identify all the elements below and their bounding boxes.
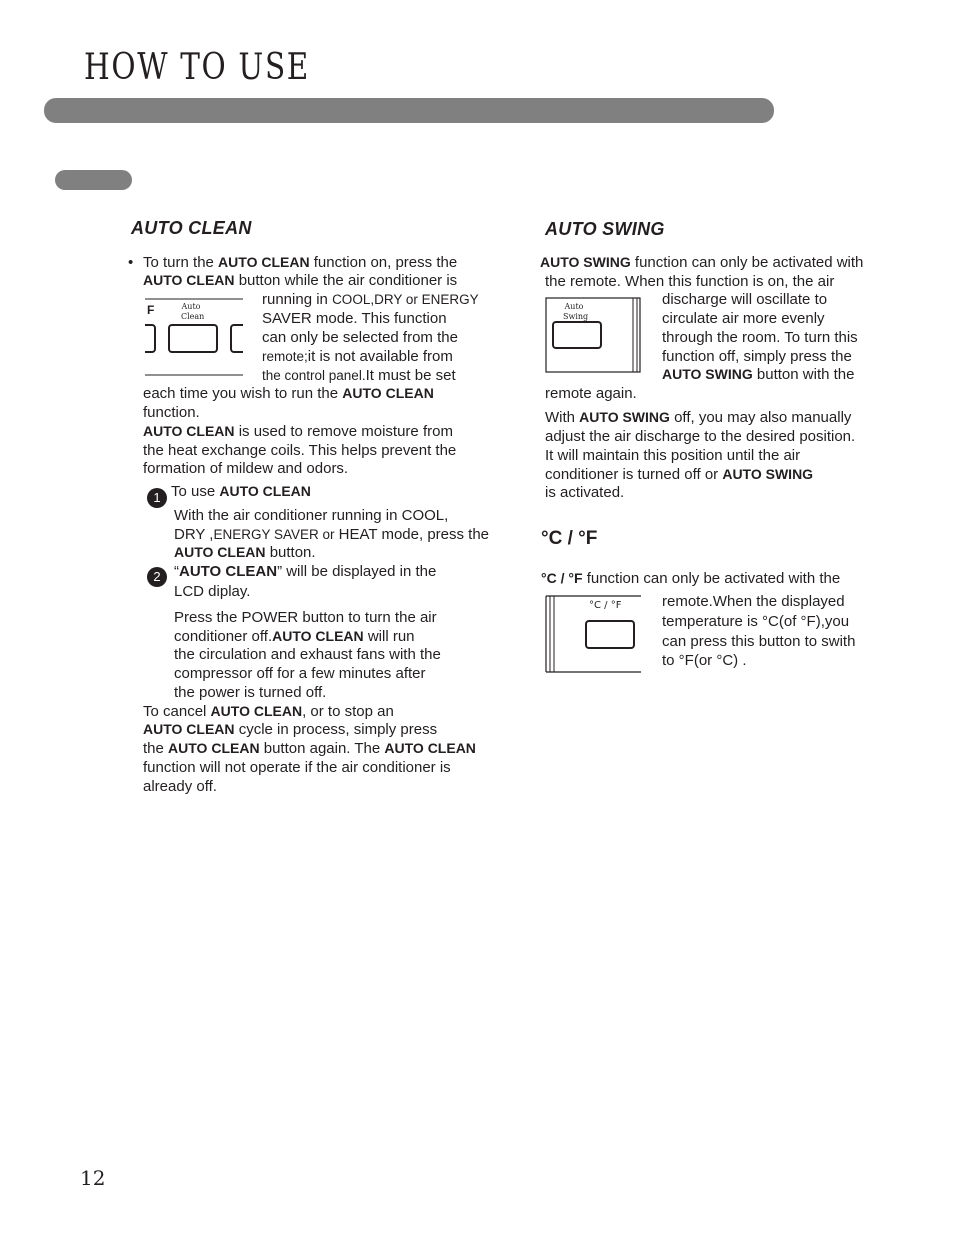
text-run: the bbox=[143, 740, 169, 757]
text-run: To turn the bbox=[143, 254, 219, 271]
auto-swing-text-line: through the room. To turn this bbox=[662, 329, 858, 346]
text-run: running in bbox=[262, 291, 333, 308]
text-run: DRY , bbox=[174, 526, 214, 543]
text-run: To use bbox=[171, 483, 220, 500]
auto-swing-remote-illustration bbox=[545, 297, 641, 373]
text-run: button. bbox=[265, 544, 316, 561]
remote-label-line: Clean bbox=[181, 312, 205, 321]
text-run: conditioner is turned off or bbox=[545, 466, 723, 483]
step-text-line: compressor off for a few minutes after bbox=[174, 665, 426, 682]
remote-label bbox=[563, 302, 589, 322]
auto-clean-text-line: can only be selected from the bbox=[262, 329, 458, 346]
temp-unit-text-line: temperature is °C(of °F),you bbox=[662, 613, 850, 630]
temp-unit-text-line bbox=[541, 569, 840, 588]
text-run-bold: AUTO CLEAN bbox=[342, 385, 434, 401]
step-text-line bbox=[171, 482, 311, 501]
text-run: each time you wish to run the bbox=[143, 385, 343, 402]
step-text-line bbox=[174, 525, 489, 544]
text-run: conditioner off. bbox=[174, 628, 273, 645]
remote-side-letter: F bbox=[147, 303, 155, 317]
auto-swing-text-line: is activated. bbox=[545, 484, 625, 501]
auto-swing-text-line: It will maintain this position until the air bbox=[545, 447, 801, 464]
step-text-line bbox=[174, 543, 316, 562]
text-run: “ bbox=[174, 563, 179, 580]
temp-unit-text-line: remote.When the displayed bbox=[662, 593, 845, 610]
step-text-line: LCD diplay. bbox=[174, 583, 251, 600]
text-run: the control panel. bbox=[262, 368, 366, 383]
step-text-line: With the air conditioner running in COOL, bbox=[174, 507, 449, 524]
text-run-bold: AUTO SWING bbox=[662, 366, 753, 382]
auto-clean-text-line bbox=[143, 739, 476, 758]
auto-clean-text-line bbox=[143, 384, 434, 403]
auto-swing-text-line: function off, simply press the bbox=[662, 348, 852, 365]
auto-clean-heading: AUTO CLEAN bbox=[131, 218, 252, 238]
text-run: function on, press the bbox=[309, 254, 458, 271]
auto-swing-text-line bbox=[540, 253, 863, 272]
step-text-line: the circulation and exhaust fans with the bbox=[174, 646, 441, 663]
step-number: 1 bbox=[147, 488, 167, 508]
step-text-line bbox=[174, 562, 436, 581]
auto-clean-text-line: function will not operate if the air conditioner is bbox=[143, 759, 451, 776]
auto-clean-text-line bbox=[143, 271, 457, 290]
remote-button-icon bbox=[545, 297, 641, 373]
text-run-bold: AUTO CLEAN bbox=[143, 721, 235, 737]
auto-clean-text-line: already off. bbox=[143, 778, 217, 795]
temp-unit-text-line: to °F(or °C) . bbox=[662, 652, 747, 669]
text-run: , or to stop an bbox=[302, 703, 394, 720]
remote-label: °C / °F bbox=[589, 600, 622, 611]
text-run-bold: AUTO CLEAN bbox=[210, 703, 303, 719]
auto-clean-text-line bbox=[143, 422, 453, 441]
auto-clean-text-line bbox=[143, 253, 457, 272]
remote-label-line: Auto bbox=[564, 302, 584, 311]
auto-swing-text-line: discharge will oscillate to bbox=[662, 291, 828, 308]
text-run-bold: AUTO CLEAN bbox=[168, 740, 260, 756]
auto-clean-text-line: formation of mildew and odors. bbox=[143, 460, 349, 477]
page-title: HOW TO USE bbox=[84, 47, 310, 88]
auto-swing-heading: AUTO SWING bbox=[545, 219, 665, 239]
step-number: 2 bbox=[147, 567, 167, 587]
text-run-bold: AUTO CLEAN bbox=[272, 628, 364, 644]
auto-clean-text-line bbox=[262, 290, 479, 309]
text-run: function can only be activated with the bbox=[582, 570, 841, 587]
auto-clean-text-line: the heat exchange coils. This helps prevent the bbox=[143, 442, 457, 459]
text-run-bold: AUTO SWING bbox=[540, 254, 631, 270]
temp-unit-remote-illustration bbox=[545, 595, 642, 673]
auto-clean-text-line bbox=[143, 702, 394, 721]
step-text-line bbox=[174, 627, 415, 646]
text-run: button with the bbox=[752, 366, 855, 383]
text-run-bold: AUTO SWING bbox=[579, 409, 670, 425]
auto-swing-text-line bbox=[545, 408, 851, 427]
step-text-line: the power is turned off. bbox=[174, 684, 327, 701]
remote-label-line: Auto bbox=[181, 302, 201, 311]
text-run: it is not available from bbox=[307, 348, 453, 365]
temp-unit-heading: °C / °F bbox=[541, 528, 598, 549]
text-run: is used to remove moisture from bbox=[234, 423, 453, 440]
step-2-marker bbox=[147, 567, 167, 587]
text-run: COOL,DRY or ENERGY bbox=[332, 292, 479, 307]
text-run: will run bbox=[363, 628, 415, 645]
auto-clean-text-line: SAVER mode. This function bbox=[262, 310, 447, 327]
temp-unit-text-line: can press this button to swith bbox=[662, 633, 856, 650]
text-run-bold: AUTO CLEAN bbox=[384, 740, 476, 756]
text-run: To cancel bbox=[143, 703, 211, 720]
text-run: It must be set bbox=[365, 367, 456, 384]
auto-clean-text-line: function. bbox=[143, 404, 200, 421]
text-run-bold: °C / °F bbox=[541, 570, 583, 586]
text-run-bold: AUTO CLEAN bbox=[218, 254, 310, 270]
remote-label-line: Swing bbox=[563, 312, 589, 321]
text-run: button again. The bbox=[259, 740, 385, 757]
text-run-bold: AUTO SWING bbox=[722, 466, 814, 482]
text-run: off, you may also manually bbox=[669, 409, 852, 426]
text-run: remote; bbox=[262, 349, 308, 364]
page-number: 12 bbox=[80, 1166, 106, 1190]
section-tab-pill bbox=[55, 170, 132, 190]
auto-swing-text-line bbox=[545, 465, 813, 484]
text-run: HEAT mode, press the bbox=[334, 526, 490, 543]
step-1-marker bbox=[147, 488, 167, 508]
text-run: button while the air conditioner is bbox=[234, 272, 458, 289]
text-run-bold: AUTO CLEAN bbox=[143, 423, 235, 439]
auto-swing-text-line: the remote. When this function is on, the air bbox=[545, 273, 835, 290]
text-run: cycle in process, simply press bbox=[234, 721, 438, 738]
remote-label bbox=[181, 302, 205, 322]
auto-swing-text-line bbox=[662, 365, 854, 384]
auto-clean-bullet: • bbox=[128, 254, 134, 271]
text-run: ENERGY SAVER or bbox=[213, 527, 335, 542]
text-run: function can only be activated with bbox=[630, 254, 864, 271]
step-text-line: Press the POWER button to turn the air bbox=[174, 609, 437, 626]
auto-clean-text-line bbox=[262, 366, 456, 385]
auto-clean-remote-illustration bbox=[145, 298, 243, 376]
auto-clean-text-line bbox=[262, 347, 453, 366]
auto-swing-text-line: adjust the air discharge to the desired position. bbox=[545, 428, 856, 445]
text-run: ” will be displayed in the bbox=[277, 563, 437, 580]
auto-swing-text-line: circulate air more evenly bbox=[662, 310, 825, 327]
text-run-bold: AUTO CLEAN bbox=[179, 563, 278, 580]
text-run: With bbox=[545, 409, 580, 426]
auto-swing-text-line: remote again. bbox=[545, 385, 637, 402]
text-run-bold: AUTO CLEAN bbox=[219, 483, 311, 499]
header-divider-bar bbox=[44, 98, 774, 123]
text-run-bold: AUTO CLEAN bbox=[143, 272, 235, 288]
text-run-bold: AUTO CLEAN bbox=[174, 544, 266, 560]
auto-clean-text-line bbox=[143, 720, 437, 739]
